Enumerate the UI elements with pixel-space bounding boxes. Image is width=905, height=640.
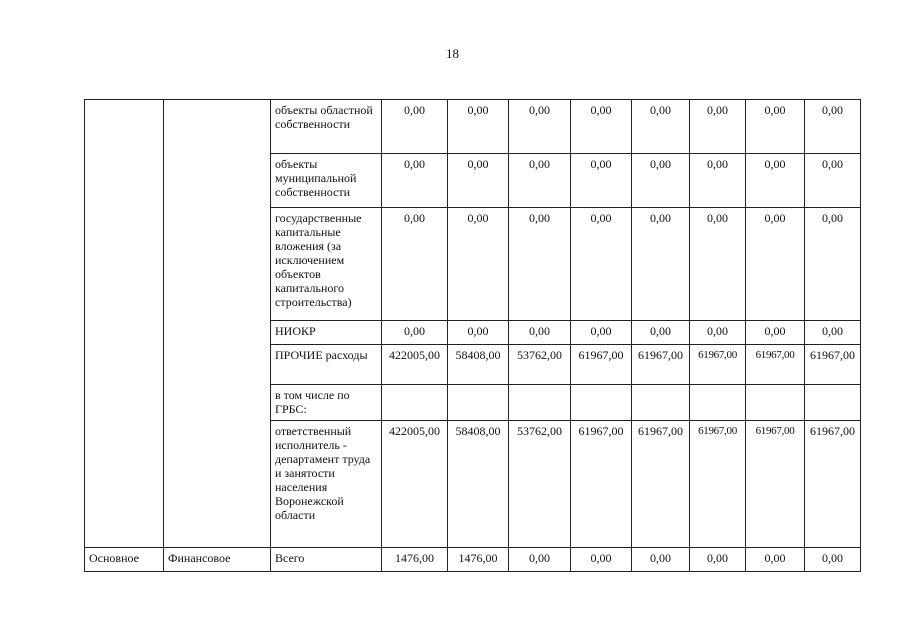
row-label: ПРОЧИЕ расходы: [271, 345, 382, 385]
value-cell: 0,00: [746, 321, 805, 345]
value-cell: 0,00: [690, 100, 746, 154]
value-cell: 0,00: [571, 321, 632, 345]
row-label: государственные капитальные вложения (за исключением объектов капитального строительства): [271, 208, 382, 321]
value-cell: [448, 385, 509, 421]
value-cell: 61967,00: [746, 421, 805, 548]
value-cell: 0,00: [632, 208, 690, 321]
value-cell: 0,00: [805, 208, 861, 321]
value-cell: 53762,00: [509, 345, 571, 385]
value-cell: 0,00: [746, 100, 805, 154]
value-cell: [571, 385, 632, 421]
value-cell: 0,00: [690, 208, 746, 321]
value-cell: 0,00: [632, 100, 690, 154]
value-cell: [632, 385, 690, 421]
value-cell: [746, 385, 805, 421]
value-cell: 0,00: [690, 154, 746, 208]
value-cell: 58408,00: [448, 421, 509, 548]
value-cell: [805, 385, 861, 421]
value-cell: [509, 385, 571, 421]
row-label: объекты муниципальной собственности: [271, 154, 382, 208]
value-cell: 0,00: [746, 208, 805, 321]
row-label: объекты областной собственности: [271, 100, 382, 154]
value-cell: 0,00: [746, 548, 805, 572]
value-cell: 61967,00: [690, 345, 746, 385]
value-cell: 0,00: [805, 100, 861, 154]
value-cell: 0,00: [805, 548, 861, 572]
value-cell: 53762,00: [509, 421, 571, 548]
value-cell: 0,00: [448, 100, 509, 154]
row-label: ответственный исполнитель - департамент труда и занятости населения Воронежской области: [271, 421, 382, 548]
value-cell: 61967,00: [632, 421, 690, 548]
row-label: Всего: [271, 548, 382, 572]
value-cell: 0,00: [509, 100, 571, 154]
value-cell: 61967,00: [805, 345, 861, 385]
value-cell: 0,00: [571, 208, 632, 321]
value-cell: 422005,00: [382, 421, 448, 548]
value-cell: [382, 385, 448, 421]
value-cell: 61967,00: [746, 345, 805, 385]
page-number: 18: [446, 46, 459, 61]
value-cell: 0,00: [509, 154, 571, 208]
value-cell: 0,00: [509, 548, 571, 572]
value-cell: 61967,00: [690, 421, 746, 548]
value-cell: 0,00: [632, 548, 690, 572]
value-cell: 0,00: [571, 100, 632, 154]
value-cell: 0,00: [448, 154, 509, 208]
value-cell: 0,00: [382, 154, 448, 208]
empty-cell: [164, 100, 271, 548]
value-cell: 0,00: [448, 208, 509, 321]
value-cell: 0,00: [571, 154, 632, 208]
financial-cell: Финансовое: [164, 548, 271, 572]
value-cell: 0,00: [690, 321, 746, 345]
value-cell: 0,00: [382, 321, 448, 345]
table-row: [85, 548, 861, 572]
value-cell: 61967,00: [571, 421, 632, 548]
value-cell: 0,00: [509, 208, 571, 321]
value-cell: 61967,00: [632, 345, 690, 385]
value-cell: 0,00: [448, 321, 509, 345]
row-label: в том числе по ГРБС:: [271, 385, 382, 421]
value-cell: 0,00: [571, 548, 632, 572]
value-cell: 1476,00: [448, 548, 509, 572]
value-cell: 0,00: [746, 154, 805, 208]
value-cell: 0,00: [690, 548, 746, 572]
value-cell: 0,00: [632, 154, 690, 208]
value-cell: 58408,00: [448, 345, 509, 385]
value-cell: 0,00: [805, 154, 861, 208]
value-cell: 0,00: [805, 321, 861, 345]
value-cell: 0,00: [382, 100, 448, 154]
main-event-cell: Основное: [85, 548, 164, 572]
budget-table: [84, 99, 861, 572]
value-cell: 61967,00: [571, 345, 632, 385]
value-cell: 1476,00: [382, 548, 448, 572]
value-cell: 0,00: [382, 208, 448, 321]
table-row: [85, 100, 861, 154]
value-cell: [690, 385, 746, 421]
value-cell: 0,00: [632, 321, 690, 345]
row-label: НИОКР: [271, 321, 382, 345]
value-cell: 61967,00: [805, 421, 861, 548]
empty-cell: [85, 100, 164, 548]
value-cell: 422005,00: [382, 345, 448, 385]
value-cell: 0,00: [509, 321, 571, 345]
